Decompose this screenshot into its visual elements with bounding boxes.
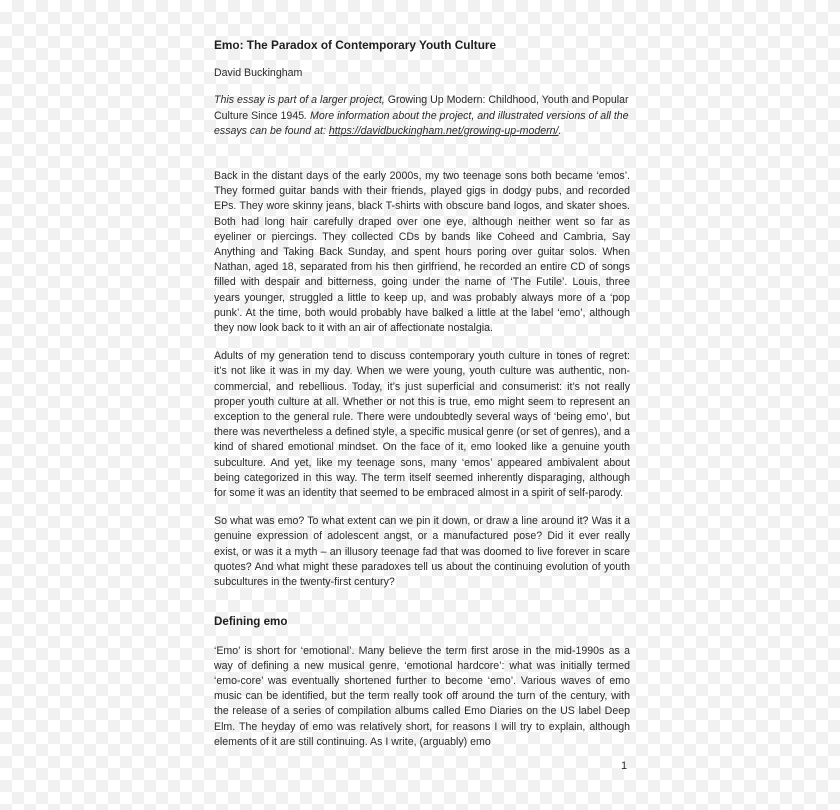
intro-text-1: This essay is part of a larger project,: [214, 94, 388, 107]
paragraph-1: Back in the distant days of the early 2000s, my two teenage sons both became ‘emos’. They formed guitar bands with their friends, played gigs in dodgy pubs, and recorded EPs. They wore skinny jeans, black T-shirts with obscure band logos, and skater shoes. Both had long hair carefully draped over one eye, although neither went so far as eyeliner or piercings. They collected CDs by bands like Coheed and Cambria, Say Anything and Taking Back Sunday, and spent hours poring over guitar solos. When Nathan, aged 18, separated from his then girlfriend, he recorded an entire CD of songs filled with despair and bitterness, going under the name of ‘The Futile’. Louis, three years younger, struggled a little to keep up, and was probably always more of a ‘pop punk’. At the time, both would probably have balked a little at the label ‘emo’, although they now look back to it with an air of affectionate nostalgia.: [214, 170, 630, 335]
intro-end: .: [558, 124, 562, 137]
author-name: David Buckingham: [214, 67, 303, 80]
document-body: [214, 38, 630, 763]
paragraph-3: So what was emo? To what extent can we pin it down, or draw a line around it? Was it a genuine expression of adolescent angst, or a manufactured pose? Did it ever really exist, or was it a myth – an illusory teenage fad that was doomed to live forever in scare quotes? And what might these paradoxes tell us about the continuing evolution of youth subcultures in the twenty-first century?: [214, 515, 630, 589]
project-link[interactable]: https://davidbuckingham.net/growing-up-modern/: [328, 124, 559, 137]
intro-text-2: . More information about the project, and illustrated versions of all the essays can be found at:: [214, 109, 629, 137]
document-title: Emo: The Paradox of Contemporary Youth Culture: [214, 38, 497, 52]
paragraph-2: Adults of my generation tend to discuss contemporary youth culture in tones of regret: it’s not like it was in my day. When we were young, youth culture was authentic, non-commercial, and rebellious. Today, it’s just superficial and consumerist: it’s not really proper youth culture at all. Whether or not this is true, emo might seem to represent an exception to the general rule. There were undoubtedly several ways of ‘being emo’, but there was nevertheless a defined style, a specific musical genre (or set of genres), and a kind of shared emotional mindset. On the face of it, emo looked like a genuine youth subculture. And yet, like my teenage sons, many ‘emos’ appeared ambivalent about being categorized in this way. The term itself seemed inherently disparaging, although for some it was an identity that seemed to be embraced almost in a spirit of self-parody.: [214, 350, 630, 500]
section-heading: Defining emo: [214, 615, 288, 629]
section-paragraph: ‘Emo’ is short for ‘emotional’. Many believe the term first arose in the mid-1990s as a way of defining a new musical genre, ‘emotional hardcore’: what was initially termed ‘emo-core’ was eventually shortened further to become ‘emo’. Various waves of emo music can be identified, but the term really took off around the turn of the century, with the release of a series of compilation albums called Emo Diaries on the US label Deep Elm. The heyday of emo was relatively short, for reasons I will try to explain, although elements of it are still continuing. As I write, (arguably) emo: [214, 644, 630, 748]
intro-project-title: Growing Up Modern: Childhood, Youth and Popular Culture Since 1945: [214, 94, 629, 122]
page-number: 1: [621, 760, 628, 772]
intro-note: [214, 93, 630, 139]
